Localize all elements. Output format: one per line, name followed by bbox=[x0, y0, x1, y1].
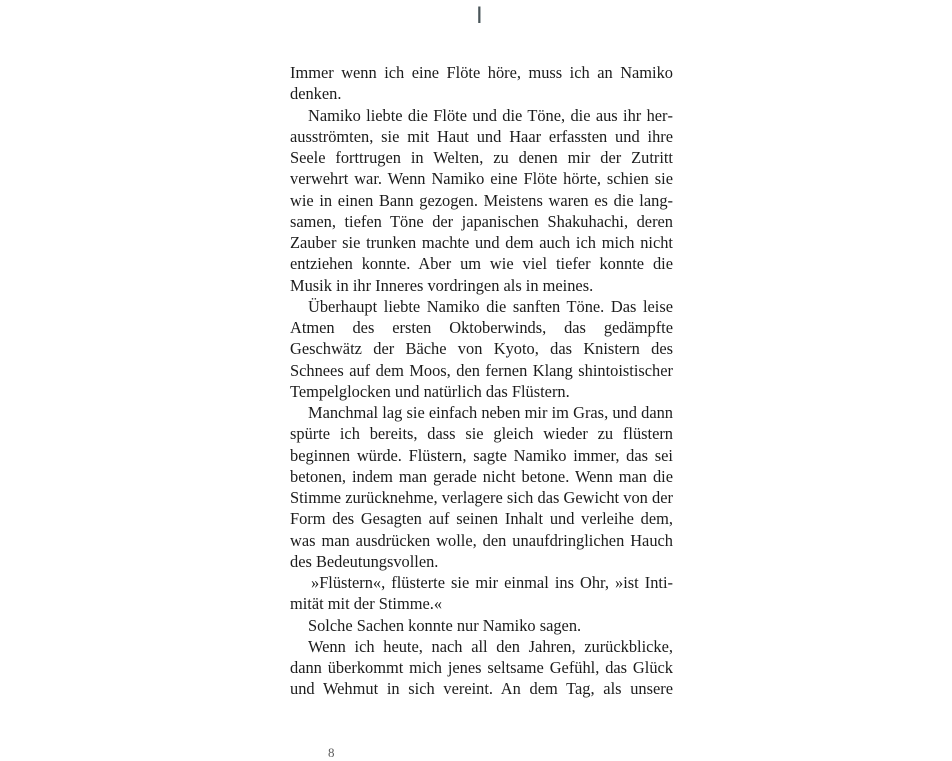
chapter-marker: I bbox=[476, 2, 483, 29]
paragraph-looking-back: Wenn ich heute, nach all den Jahren, zurückblicke, dann überkommt mich jenes seltsame Gefühl, das Glück und Wehmut in sich vereint. An dem Tag, als unsere bbox=[290, 636, 673, 699]
paragraph-whispering: Manchmal lag sie einfach neben mir im Gras, und dann spürte ich bereits, dass sie gleich wieder zu flüstern beginnen würde. Flüstern, sagte Namiko immer, das sei betonen, indem man gerade nicht betone. Wenn man die Stimme zurücknehme, verlagere sich das Gewicht von der Form des Gesagten auf seinen Inhalt und verleihe dem, was man ausdrücken wolle, den unaufdringlichen Hauch des Bedeutungsvollen. bbox=[290, 403, 673, 571]
body-text bbox=[290, 62, 673, 700]
paragraph-namiko-flute: Namiko liebte die Flöte und die Töne, die aus ihr herausströmten, sie mit Haut und Haar erfassten und ihre Seele forttrugen in Welten, zu denen mir der Zutritt verwehrt war. Wenn Namiko eine Flöte hörte, schien sie wie in einen Bann gezogen. Meistens waren es die langsamen, tiefen Töne der japanischen Shakuhachi, deren Zauber sie trunken machte und dem auch ich mich nicht entziehen konnte. Aber um wie viel tiefer konnte die Musik in ihr Inneres vordringen als in meines. bbox=[290, 105, 673, 295]
paragraph-only-namiko: Solche Sachen konnte nur Namiko sagen. bbox=[308, 615, 582, 635]
paragraph-intimacy-quote: »Flüstern«, flüsterte sie mir einmal ins Ohr, »ist Intimität mit der Stimme.« bbox=[290, 573, 673, 614]
paragraph-flute-memory: Immer wenn ich eine Flöte höre, muss ich an Namiko denken. bbox=[290, 63, 673, 104]
paragraph-soft-tones: Überhaupt liebte Namiko die sanften Töne. Das leise Atmen des ersten Oktoberwinds, das gedämpfte Geschwätz der Bäche von Kyoto, das Knistern des Schnees auf dem Moos, den fernen Klang shintoistischer Tempelglocken und natürlich das Flüstern. bbox=[290, 296, 673, 401]
page-number: 8 bbox=[328, 745, 335, 760]
